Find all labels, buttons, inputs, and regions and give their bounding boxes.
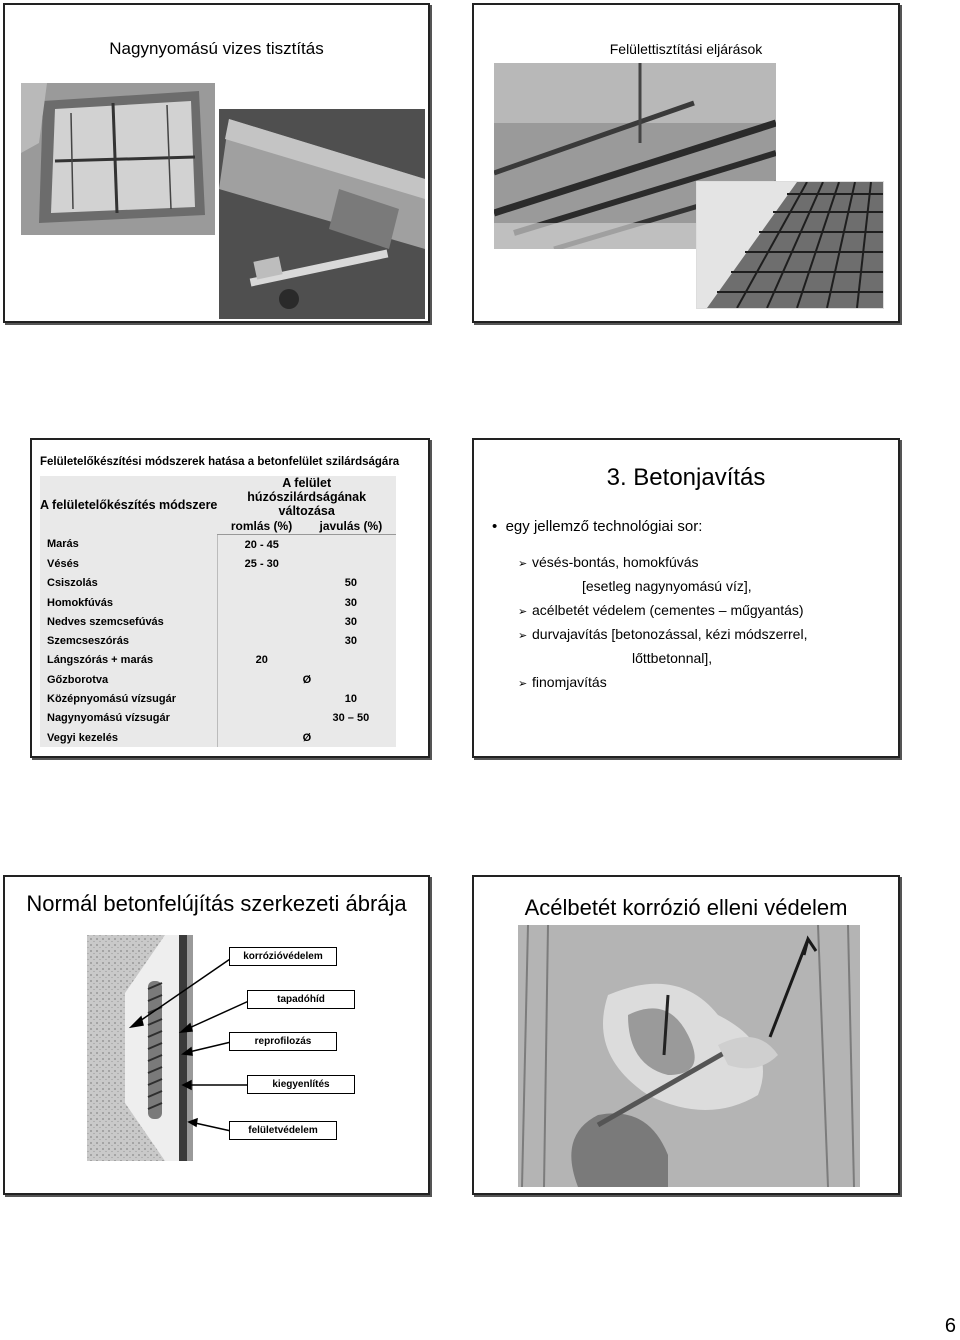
arrow-bullet-icon: ➢ [518,630,528,642]
row-better [306,535,396,555]
sub-item-continued: lőttbetonnal], [632,650,713,666]
slide-cleaning-methods [472,3,900,323]
slide-title: Acélbetét korrózió elleni védelem [524,895,848,920]
bullet-item [492,518,702,535]
slide-surface-preparation-table [30,438,430,758]
slide-concrete-repair [472,438,900,758]
slide-high-pressure-cleaning [3,3,430,323]
label-corrosion-protection: korrózióvédelem [229,947,337,966]
bullet-dot-icon: • [492,518,506,535]
row-worse [217,593,305,612]
arrow-bullet-icon: ➢ [518,558,528,570]
rebar-mesh-wall-photo [696,181,884,309]
row-method: Marás [47,538,79,551]
demolished-concrete-photo [21,83,215,235]
row-worse [217,574,305,593]
sub-item-text: durvajavítás [betonozással, kézi módszerrel, [532,626,808,642]
slide-title: Felülettisztítási eljárások [609,41,763,57]
table-row [40,709,396,728]
table-row [40,574,396,593]
row-method: Nedves szemcsefúvás [47,615,164,628]
row-method: Homokfúvás [47,596,114,609]
sub-item [518,626,807,642]
table-title: Felületelőkészítési módszerek hatása a betonfelület szilárdságára [40,456,400,468]
applying-protection-photo [518,925,860,1187]
table-row [40,651,396,670]
row-method: Vegyi kezelés [47,731,118,744]
row-method: Szemcseszórás [47,635,129,648]
row-better: 50 [344,577,357,590]
table-row [40,554,396,573]
arrow-bullet-icon: ➢ [518,606,528,618]
sub-item-continued: [esetleg nagynyomású víz], [582,578,752,594]
sub-item-text: acélbetét védelem (cementes – műgyantás) [532,602,804,618]
label-leveling: kiegyenlítés [247,1075,355,1094]
table-row [40,535,396,555]
row-worse [217,709,305,728]
sub-item-text: vésés-bontás, homokfúvás [532,554,699,570]
row-none-symbol: Ø [217,670,396,689]
row-better: 30 – 50 [332,712,370,725]
slide-renovation-diagram [3,875,430,1195]
surface-strength-table [40,476,396,747]
table-row [40,689,396,708]
renovation-cross-section-diagram [5,877,428,1193]
label-reprofiling: reprofilozás [229,1032,337,1051]
sub-item [518,602,804,618]
row-method: Nagynyomású vízsugár [47,712,170,725]
arrow-bullet-icon: ➢ [518,678,528,690]
row-none-symbol: Ø [217,728,396,747]
row-worse [217,612,305,631]
sub-item-text: finomjavítás [532,674,607,690]
rebar-icon [148,981,162,1119]
row-worse: 20 [217,651,305,670]
water-jet-beam-photo [219,109,425,319]
slide-title: 3. Betonjavítás [606,464,766,491]
table-row [40,670,396,689]
row-better: 30 [344,615,357,628]
row-worse: 25 - 30 [217,554,305,573]
table-row [40,612,396,631]
row-method: Lángszórás + marás [47,654,154,667]
row-method: Középnyomású vízsugár [47,693,176,706]
page-number: 6 [944,1315,956,1337]
slide-rebar-corrosion-protection [472,875,900,1195]
bullet-text: egy jellemző technológiai sor: [505,518,703,535]
slide-title: Nagynyomású vizes tisztítás [109,39,324,58]
row-worse [217,689,305,708]
header-method: A felületelőkészítés módszere [40,498,218,513]
header-change: A felület húzószilárdságának változása [247,476,367,518]
row-better [306,554,396,573]
header-worse: romlás (%) [217,518,305,535]
row-method: Csiszolás [47,577,98,590]
row-method: Vésés [47,557,79,570]
row-better: 30 [344,635,357,648]
header-better: javulás (%) [306,518,396,535]
sub-item [518,554,699,570]
slide-title: Normál betonfelújítás szerkezeti ábrája [26,891,407,916]
label-bonding-bridge: tapadóhíd [247,990,355,1009]
row-worse [217,631,305,650]
label-surface-protection: felületvédelem [229,1121,337,1140]
sub-item [518,674,607,690]
table-row [40,631,396,650]
table-row [40,728,396,747]
row-worse: 20 - 45 [217,535,305,555]
row-better [306,651,396,670]
table-row [40,593,396,612]
row-better: 10 [344,693,357,706]
row-method: Gőzborotva [47,673,109,686]
row-better: 30 [344,596,357,609]
